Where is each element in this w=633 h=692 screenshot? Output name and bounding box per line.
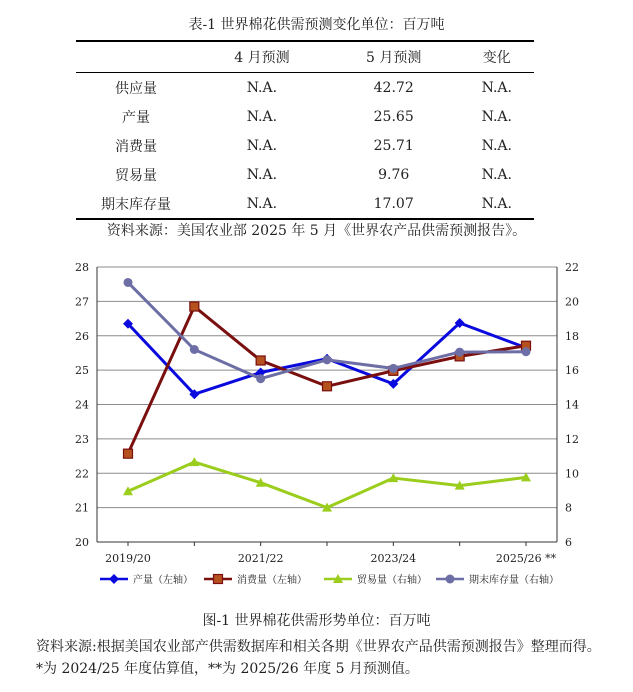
right-tick-label: 16 — [565, 364, 579, 378]
data-point — [124, 449, 133, 458]
cell-change: N.A. — [481, 166, 512, 183]
row-label: 产量 — [122, 109, 150, 126]
row-label: 贸易量 — [115, 167, 157, 184]
legend-label: 期末库存量（右轴） — [469, 575, 559, 586]
data-point — [190, 302, 199, 311]
legend-label: 产量（左轴） — [133, 575, 193, 586]
header-change: 变化 — [482, 50, 511, 66]
cell-april: N.A. — [246, 79, 278, 96]
cell-change: N.A. — [481, 137, 512, 154]
data-point — [323, 355, 332, 364]
data-point — [455, 348, 464, 357]
x-tick-label: 2021/22 — [237, 552, 284, 565]
data-point — [389, 364, 398, 373]
table-source: 资料来源：美国农业部 2025 年 5 月《世界农产品供需预测报告》。 — [106, 223, 527, 239]
right-tick-label: 12 — [565, 432, 579, 446]
header-may: 5 月预测 — [366, 50, 422, 66]
data-point — [214, 575, 223, 584]
left-tick-label: 25 — [75, 364, 89, 378]
left-tick-label: 23 — [75, 432, 89, 446]
legend-item — [324, 573, 427, 586]
x-tick-label: 2025/26 ** — [495, 552, 557, 565]
legend-label: 贸易量（右轴） — [357, 575, 427, 586]
data-point — [256, 374, 265, 383]
right-tick-label: 8 — [565, 501, 572, 515]
cell-april: N.A. — [246, 195, 278, 212]
figure-source: 资料来源:根据美国农业部产供需数据库和相关各期《世界农产品供需预测报告》整理而得。*为 2024/25 年度估算值，**为 2025/26 年度 5 月预测值。 — [36, 639, 601, 677]
left-tick-label: 20 — [75, 536, 89, 549]
data-point — [323, 382, 332, 391]
left-tick-label: 24 — [75, 398, 89, 412]
row-label: 供应量 — [115, 80, 157, 97]
cell-may: 17.07 — [373, 195, 414, 212]
cell-may: 42.72 — [373, 79, 414, 96]
left-tick-label: 28 — [75, 261, 89, 274]
header-blank — [76, 41, 196, 73]
cell-april: N.A. — [246, 137, 278, 154]
header-april: 4 月预测 — [234, 50, 290, 66]
x-tick-label: 2023/24 — [370, 552, 417, 565]
row-label: 期末库存量 — [101, 196, 171, 213]
grid-layer — [97, 267, 557, 542]
table-row — [76, 160, 534, 189]
left-tick-label: 27 — [75, 295, 89, 309]
right-tick-label: 10 — [565, 467, 579, 481]
table-row — [76, 189, 534, 219]
data-point — [124, 278, 133, 287]
cell-change: N.A. — [481, 79, 512, 96]
right-tick-label: 18 — [565, 329, 579, 343]
right-tick-label: 6 — [565, 536, 572, 549]
cell-change: N.A. — [481, 195, 512, 212]
series-2 — [123, 457, 531, 512]
data-point — [522, 347, 531, 356]
x-tick-label: 2019/20 — [105, 552, 151, 565]
series-line — [128, 307, 526, 454]
left-tick-label: 22 — [75, 467, 89, 481]
left-tick-label: 26 — [75, 329, 89, 343]
row-label: 消费量 — [115, 138, 157, 155]
table-caption: 表-1 世界棉花供需预测变化单位：百万吨 — [188, 17, 445, 33]
legend-label: 消费量（左轴） — [237, 575, 307, 586]
table-header-row — [76, 41, 534, 73]
cell-may: 25.65 — [373, 108, 414, 125]
data-point — [189, 457, 199, 466]
cell-may: 25.71 — [373, 137, 414, 154]
right-tick-label: 20 — [565, 295, 579, 309]
right-tick-label: 14 — [565, 398, 579, 412]
data-point — [446, 575, 455, 584]
series-line — [128, 462, 526, 508]
right-tick-label: 22 — [565, 261, 579, 274]
left-tick-label: 21 — [75, 501, 89, 515]
legend-item — [204, 573, 307, 586]
supply-demand-table — [76, 40, 534, 220]
cell-april: N.A. — [246, 108, 278, 125]
legend-item — [100, 573, 193, 586]
cell-april: N.A. — [246, 166, 278, 183]
legend — [100, 573, 559, 586]
cell-may: 9.76 — [378, 166, 410, 183]
series-layer — [123, 278, 531, 512]
table-row — [76, 73, 534, 103]
cell-change: N.A. — [481, 108, 512, 125]
figure-caption: 图-1 世界棉花供需形势单位：百万吨 — [202, 613, 431, 629]
data-point — [256, 356, 265, 365]
cotton-supply-demand-chart — [0, 250, 633, 600]
table-row — [76, 102, 534, 131]
data-point — [109, 574, 119, 584]
data-point — [190, 345, 199, 354]
legend-item — [436, 573, 559, 586]
table-row — [76, 131, 534, 160]
